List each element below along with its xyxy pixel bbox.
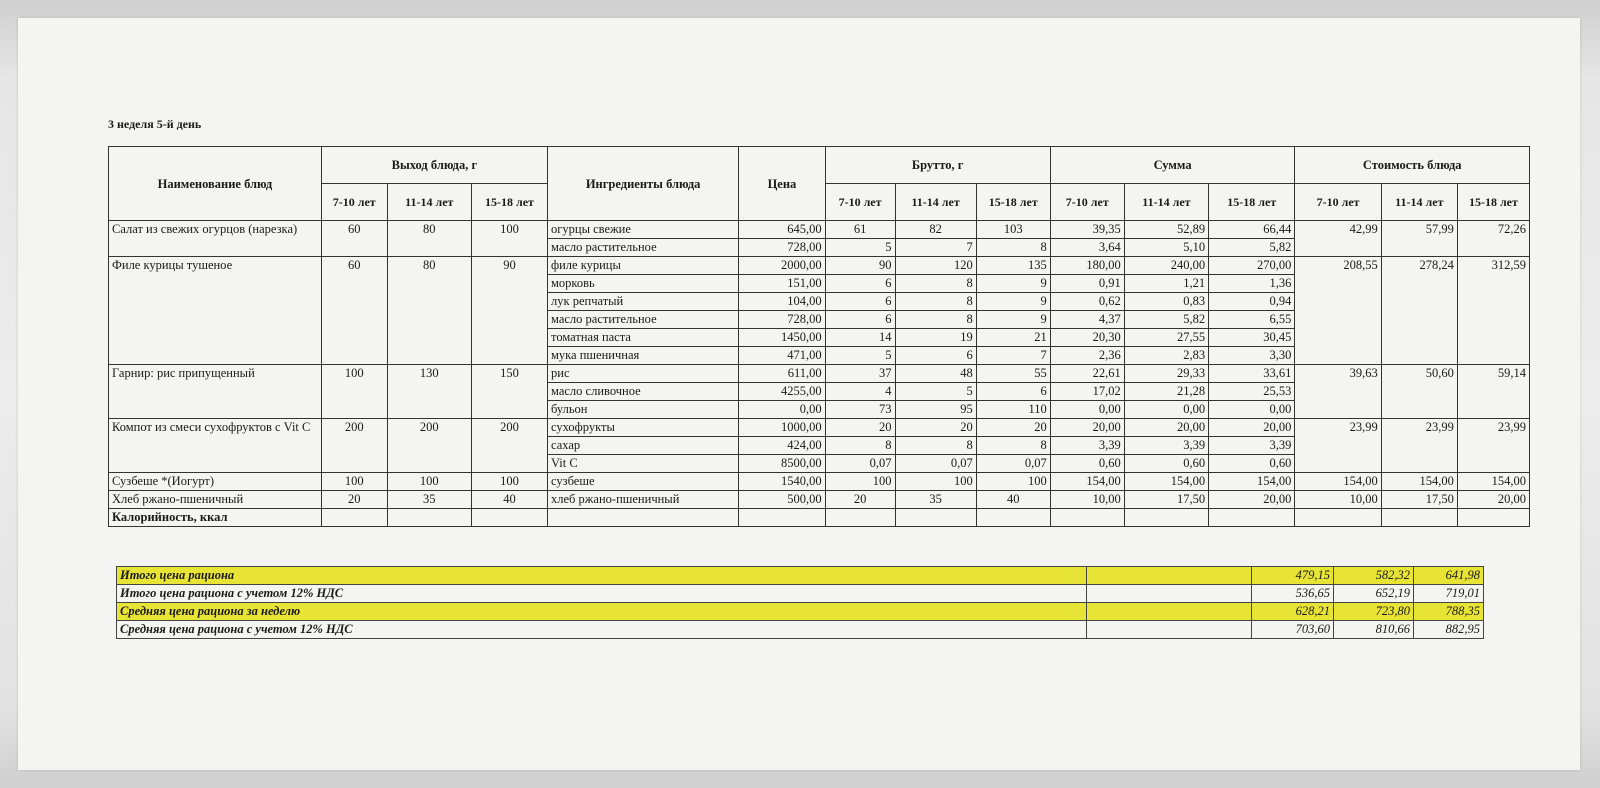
totals-value: 719,01 <box>1414 585 1484 603</box>
yield-cell: 200 <box>471 419 547 473</box>
gross-cell: 9 <box>976 275 1050 293</box>
gross-cell: 37 <box>825 365 895 383</box>
sum-cell: 25,53 <box>1209 383 1295 401</box>
yield-cell: 200 <box>387 419 471 473</box>
sum-cell: 21,28 <box>1124 383 1208 401</box>
dish-cost-cell: 154,00 <box>1457 473 1529 491</box>
ingredient-cell: рис <box>548 365 739 383</box>
totals-value: 628,21 <box>1252 603 1334 621</box>
yield-cell: 80 <box>387 221 471 257</box>
sum-cell: 0,60 <box>1124 455 1208 473</box>
sum-cell: 3,39 <box>1050 437 1124 455</box>
totals-row <box>117 621 1484 639</box>
sum-cell <box>1124 509 1208 527</box>
price-cell: 424,00 <box>739 437 825 455</box>
totals-label: Средняя цена рациона с учетом 12% НДС <box>117 621 1087 639</box>
header-age: 11-14 лет <box>387 184 471 221</box>
gross-cell: 95 <box>895 401 976 419</box>
gross-cell: 8 <box>895 293 976 311</box>
sum-cell: 3,64 <box>1050 239 1124 257</box>
sum-cell: 20,30 <box>1050 329 1124 347</box>
price-cell: 1450,00 <box>739 329 825 347</box>
header-age: 7-10 лет <box>825 184 895 221</box>
dish-cost-cell: 154,00 <box>1381 473 1457 491</box>
dish-cost-cell: 10,00 <box>1295 491 1381 509</box>
totals-value: 810,66 <box>1334 621 1414 639</box>
gross-cell: 19 <box>895 329 976 347</box>
sum-cell: 0,62 <box>1050 293 1124 311</box>
gross-cell: 48 <box>895 365 976 383</box>
price-cell: 2000,00 <box>739 257 825 275</box>
document-title: 3 неделя 5-й день <box>108 117 202 131</box>
ingredient-cell: сухофрукты <box>548 419 739 437</box>
dish-name-cell: Калорийность, ккал <box>109 509 322 527</box>
gross-cell: 0,07 <box>895 455 976 473</box>
gross-cell: 7 <box>976 347 1050 365</box>
sum-cell: 0,00 <box>1050 401 1124 419</box>
totals-value: 882,95 <box>1414 621 1484 639</box>
totals-row <box>117 567 1484 585</box>
sum-cell: 0,94 <box>1209 293 1295 311</box>
gross-cell: 120 <box>895 257 976 275</box>
totals-spacer <box>1087 585 1252 603</box>
dish-name-cell: Салат из свежих огурцов (нарезка) <box>109 221 322 257</box>
header-dish-cost: Стоимость блюда <box>1295 147 1530 184</box>
header-ingredients: Ингредиенты блюда <box>548 147 739 221</box>
dish-cost-cell: 20,00 <box>1457 491 1529 509</box>
price-cell: 8500,00 <box>739 455 825 473</box>
header-yield: Выход блюда, г <box>321 147 547 184</box>
header-age: 7-10 лет <box>1295 184 1381 221</box>
price-cell: 0,00 <box>739 401 825 419</box>
price-cell: 1000,00 <box>739 419 825 437</box>
yield-cell: 40 <box>471 491 547 509</box>
gross-cell: 20 <box>825 491 895 509</box>
header-price: Цена <box>739 147 825 221</box>
table-row <box>109 365 1530 383</box>
yield-cell <box>471 509 547 527</box>
gross-cell: 90 <box>825 257 895 275</box>
sum-cell <box>1209 509 1295 527</box>
header-age: 11-14 лет <box>1381 184 1457 221</box>
ingredient-cell: хлеб ржано-пшеничный <box>548 491 739 509</box>
gross-cell: 21 <box>976 329 1050 347</box>
menu-table-body <box>109 221 1530 527</box>
dish-cost-cell: 23,99 <box>1457 419 1529 473</box>
table-row <box>109 509 1530 527</box>
gross-cell: 100 <box>976 473 1050 491</box>
ingredient-cell: масло сливочное <box>548 383 739 401</box>
yield-cell: 150 <box>471 365 547 419</box>
gross-cell: 100 <box>825 473 895 491</box>
header-sum: Сумма <box>1050 147 1295 184</box>
yield-cell: 100 <box>321 365 387 419</box>
sum-cell: 27,55 <box>1124 329 1208 347</box>
sum-cell: 1,21 <box>1124 275 1208 293</box>
table-row <box>109 221 1530 239</box>
price-cell: 471,00 <box>739 347 825 365</box>
header-age: 11-14 лет <box>1124 184 1208 221</box>
menu-table <box>108 146 1530 527</box>
gross-cell: 6 <box>825 275 895 293</box>
gross-cell: 8 <box>895 437 976 455</box>
gross-cell: 8 <box>976 239 1050 257</box>
yield-cell: 100 <box>471 473 547 491</box>
totals-table <box>116 566 1484 639</box>
sum-cell: 20,00 <box>1209 491 1295 509</box>
ingredient-cell: лук репчатый <box>548 293 739 311</box>
totals-row <box>117 603 1484 621</box>
totals-body <box>117 567 1484 639</box>
sum-cell: 180,00 <box>1050 257 1124 275</box>
sum-cell: 52,89 <box>1124 221 1208 239</box>
yield-cell: 200 <box>321 419 387 473</box>
yield-cell: 80 <box>387 257 471 365</box>
yield-cell: 100 <box>387 473 471 491</box>
yield-cell: 100 <box>471 221 547 257</box>
price-cell: 500,00 <box>739 491 825 509</box>
ingredient-cell: филе курицы <box>548 257 739 275</box>
dish-name-cell: Сузбеше *(Иогурт) <box>109 473 322 491</box>
sum-cell: 22,61 <box>1050 365 1124 383</box>
sum-cell: 154,00 <box>1124 473 1208 491</box>
sum-cell: 154,00 <box>1050 473 1124 491</box>
sum-cell: 20,00 <box>1124 419 1208 437</box>
sum-cell: 39,35 <box>1050 221 1124 239</box>
gross-cell: 40 <box>976 491 1050 509</box>
dish-cost-cell: 312,59 <box>1457 257 1529 365</box>
price-cell: 1540,00 <box>739 473 825 491</box>
sum-cell: 270,00 <box>1209 257 1295 275</box>
header-age: 15-18 лет <box>471 184 547 221</box>
header-age: 7-10 лет <box>1050 184 1124 221</box>
header-row <box>109 147 1530 184</box>
gross-cell: 20 <box>976 419 1050 437</box>
sum-cell: 30,45 <box>1209 329 1295 347</box>
totals-value: 703,60 <box>1252 621 1334 639</box>
totals-value: 536,65 <box>1252 585 1334 603</box>
gross-cell: 135 <box>976 257 1050 275</box>
yield-cell <box>321 509 387 527</box>
sum-cell: 0,00 <box>1209 401 1295 419</box>
gross-cell: 20 <box>825 419 895 437</box>
totals-value: 582,32 <box>1334 567 1414 585</box>
gross-cell: 4 <box>825 383 895 401</box>
gross-cell <box>825 509 895 527</box>
gross-cell: 35 <box>895 491 976 509</box>
header-dish-name: Наименование блюд <box>109 147 322 221</box>
dish-cost-cell: 154,00 <box>1295 473 1381 491</box>
dish-name-cell: Компот из смеси сухофруктов с Vit C <box>109 419 322 473</box>
gross-cell: 5 <box>895 383 976 401</box>
sum-cell: 17,50 <box>1124 491 1208 509</box>
dish-cost-cell: 23,99 <box>1295 419 1381 473</box>
totals-value: 479,15 <box>1252 567 1334 585</box>
ingredient-cell: Vit C <box>548 455 739 473</box>
ingredient-cell: сузбеше <box>548 473 739 491</box>
sum-cell: 3,39 <box>1124 437 1208 455</box>
sum-cell: 2,83 <box>1124 347 1208 365</box>
sum-cell: 6,55 <box>1209 311 1295 329</box>
yield-cell: 20 <box>321 491 387 509</box>
gross-cell: 0,07 <box>976 455 1050 473</box>
header-gross: Брутто, г <box>825 147 1050 184</box>
ingredient-cell: масло растительное <box>548 311 739 329</box>
price-cell: 728,00 <box>739 239 825 257</box>
sum-cell: 20,00 <box>1209 419 1295 437</box>
yield-cell: 60 <box>321 257 387 365</box>
yield-cell: 130 <box>387 365 471 419</box>
ingredient-cell <box>548 509 739 527</box>
gross-cell: 8 <box>976 437 1050 455</box>
sum-cell: 5,82 <box>1124 311 1208 329</box>
totals-spacer <box>1087 621 1252 639</box>
gross-cell: 9 <box>976 311 1050 329</box>
dish-cost-cell: 208,55 <box>1295 257 1381 365</box>
dish-cost-cell: 57,99 <box>1381 221 1457 257</box>
dish-cost-cell: 278,24 <box>1381 257 1457 365</box>
price-cell: 151,00 <box>739 275 825 293</box>
totals-value: 723,80 <box>1334 603 1414 621</box>
sum-cell: 154,00 <box>1209 473 1295 491</box>
gross-cell: 103 <box>976 221 1050 239</box>
gross-cell <box>895 509 976 527</box>
header-age: 15-18 лет <box>1457 184 1529 221</box>
gross-cell: 61 <box>825 221 895 239</box>
sum-cell: 1,36 <box>1209 275 1295 293</box>
yield-cell: 90 <box>471 257 547 365</box>
gross-cell: 5 <box>825 347 895 365</box>
totals-label: Итого цена рациона с учетом 12% НДС <box>117 585 1087 603</box>
gross-cell: 20 <box>895 419 976 437</box>
sum-cell: 20,00 <box>1050 419 1124 437</box>
yield-cell <box>387 509 471 527</box>
ingredient-cell: огурцы свежие <box>548 221 739 239</box>
yield-cell: 60 <box>321 221 387 257</box>
gross-cell: 6 <box>825 311 895 329</box>
table-row <box>109 491 1530 509</box>
sum-cell: 5,10 <box>1124 239 1208 257</box>
dish-name-cell: Гарнир: рис припущенный <box>109 365 322 419</box>
header-age: 15-18 лет <box>976 184 1050 221</box>
sum-cell: 5,82 <box>1209 239 1295 257</box>
table-row <box>109 473 1530 491</box>
price-cell: 645,00 <box>739 221 825 239</box>
sum-cell: 2,36 <box>1050 347 1124 365</box>
gross-cell: 14 <box>825 329 895 347</box>
gross-cell: 82 <box>895 221 976 239</box>
dish-cost-cell: 72,26 <box>1457 221 1529 257</box>
totals-value: 788,35 <box>1414 603 1484 621</box>
header-age: 7-10 лет <box>321 184 387 221</box>
totals-value: 652,19 <box>1334 585 1414 603</box>
header-age: 11-14 лет <box>895 184 976 221</box>
gross-cell: 0,07 <box>825 455 895 473</box>
dish-cost-cell <box>1381 509 1457 527</box>
sum-cell: 0,60 <box>1209 455 1295 473</box>
gross-cell: 6 <box>825 293 895 311</box>
totals-spacer <box>1087 567 1252 585</box>
price-cell: 728,00 <box>739 311 825 329</box>
sum-cell: 0,83 <box>1124 293 1208 311</box>
gross-cell: 110 <box>976 401 1050 419</box>
ingredient-cell: томатная паста <box>548 329 739 347</box>
gross-cell: 6 <box>976 383 1050 401</box>
gross-cell: 6 <box>895 347 976 365</box>
totals-spacer <box>1087 603 1252 621</box>
sum-cell: 4,37 <box>1050 311 1124 329</box>
ingredient-cell: морковь <box>548 275 739 293</box>
sum-cell: 0,91 <box>1050 275 1124 293</box>
ingredient-cell: мука пшеничная <box>548 347 739 365</box>
table-row <box>109 257 1530 275</box>
gross-cell: 8 <box>895 275 976 293</box>
ingredient-cell: сахар <box>548 437 739 455</box>
dish-cost-cell: 50,60 <box>1381 365 1457 419</box>
dish-cost-cell: 23,99 <box>1381 419 1457 473</box>
gross-cell: 8 <box>825 437 895 455</box>
sum-cell: 240,00 <box>1124 257 1208 275</box>
price-cell: 4255,00 <box>739 383 825 401</box>
ingredient-cell: масло растительное <box>548 239 739 257</box>
sum-cell: 0,60 <box>1050 455 1124 473</box>
dish-cost-cell: 17,50 <box>1381 491 1457 509</box>
sum-cell: 3,30 <box>1209 347 1295 365</box>
gross-cell: 8 <box>895 311 976 329</box>
price-cell: 104,00 <box>739 293 825 311</box>
yield-cell: 100 <box>321 473 387 491</box>
dish-cost-cell: 42,99 <box>1295 221 1381 257</box>
totals-label: Итого цена рациона <box>117 567 1087 585</box>
dish-cost-cell <box>1457 509 1529 527</box>
price-cell <box>739 509 825 527</box>
sum-cell: 66,44 <box>1209 221 1295 239</box>
totals-value: 641,98 <box>1414 567 1484 585</box>
gross-cell <box>976 509 1050 527</box>
gross-cell: 7 <box>895 239 976 257</box>
ingredient-cell: бульон <box>548 401 739 419</box>
dish-cost-cell: 59,14 <box>1457 365 1529 419</box>
sum-cell: 33,61 <box>1209 365 1295 383</box>
sum-cell: 10,00 <box>1050 491 1124 509</box>
dish-name-cell: Хлеб ржано-пшеничный <box>109 491 322 509</box>
totals-label: Средняя цена рациона за неделю <box>117 603 1087 621</box>
gross-cell: 9 <box>976 293 1050 311</box>
gross-cell: 5 <box>825 239 895 257</box>
gross-cell: 100 <box>895 473 976 491</box>
gross-cell: 73 <box>825 401 895 419</box>
sum-cell: 17,02 <box>1050 383 1124 401</box>
dish-cost-cell <box>1295 509 1381 527</box>
gross-cell: 55 <box>976 365 1050 383</box>
yield-cell: 35 <box>387 491 471 509</box>
table-row <box>109 419 1530 437</box>
price-cell: 611,00 <box>739 365 825 383</box>
totals-row <box>117 585 1484 603</box>
sum-cell: 0,00 <box>1124 401 1208 419</box>
dish-name-cell: Филе курицы тушеное <box>109 257 322 365</box>
sum-cell <box>1050 509 1124 527</box>
sum-cell: 3,39 <box>1209 437 1295 455</box>
sum-cell: 29,33 <box>1124 365 1208 383</box>
dish-cost-cell: 39,63 <box>1295 365 1381 419</box>
header-age: 15-18 лет <box>1209 184 1295 221</box>
